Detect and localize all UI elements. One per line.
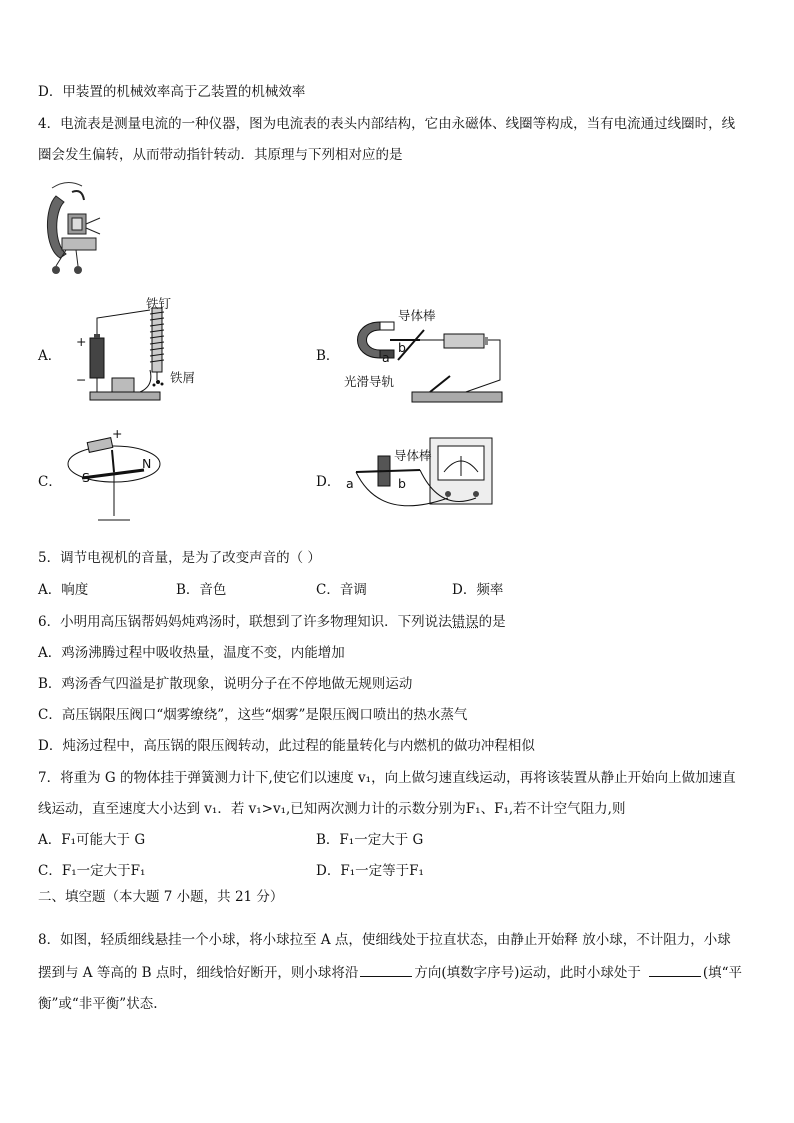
fig-c-plus-label: + <box>112 426 123 441</box>
q7-option-b: B．F₁一定大于 G <box>316 832 424 848</box>
fig-b-rod-label: 导体棒 <box>398 308 436 323</box>
fig-d-rod-label: 导体棒 <box>394 448 432 463</box>
q6-stem-emphasis: 错误 <box>451 614 479 630</box>
fig-d-b-label: b <box>398 476 406 491</box>
q5-option-a: A．响度 <box>38 582 89 598</box>
figure-a-electromagnet <box>70 296 260 405</box>
q7-option-a: A．F₁可能大于 G <box>38 832 146 848</box>
fig-b-rail-label: 光滑导轨 <box>344 374 395 389</box>
q6-stem-pre: 6．小明用高压锅帮妈妈炖鸡汤时，联想到了许多物理知识．下列说法 <box>38 614 452 630</box>
q4-stem-line2: 圈会发生偏转，从而带动指针转动．其原理与下列相对应的是 <box>38 147 403 163</box>
q8-line2-mid: 方向(填数字序号)运动，此时小球处于 <box>414 965 641 981</box>
fig-a-plus-label: + <box>76 334 87 349</box>
fig-a-filings-label: 铁屑 <box>170 370 196 385</box>
q5-stem: 5．调节电视机的音量，是为了改变声音的（ ） <box>38 550 321 566</box>
q5-option-b: B．音色 <box>176 582 227 598</box>
figure-c-rotating-magnet <box>64 428 164 528</box>
q4-stem-line1: 4．电流表是测量电流的一种仪器，图为电流表的表头内部结构，它由永磁体、线圈等构成，当有电流通过线圈时，线 <box>38 116 736 132</box>
q4-option-d-label: D． <box>316 474 341 490</box>
q6-stem <box>38 612 506 632</box>
q6-stem-post: 的是 <box>478 614 506 630</box>
q7-stem-line1: 7．将重为 G 的物体挂于弹簧测力计下,使它们以速度 v₁，向上做匀速直线运动，再将该装置从静止开始向上做加速直 <box>38 770 736 786</box>
q5-option-c: C．音调 <box>316 582 367 598</box>
q4-option-b-label: B． <box>316 348 340 364</box>
fig-b-b-label: b <box>398 340 406 355</box>
q6-option-d: D．炖汤过程中，高压锅的限压阀转动，此过程的能量转化与内燃机的做功冲程相似 <box>38 738 535 754</box>
fig-a-nail-label: 铁钉 <box>146 296 172 311</box>
figure-d-rod-galvanometer <box>340 432 500 524</box>
q5-option-d: D．频率 <box>452 582 504 598</box>
q4-option-a-label: A． <box>38 348 62 364</box>
q8-line2-pre: 摆到与 A 等高的 B 点时，细线恰好断开，则小球将沿 <box>38 965 359 981</box>
section-title: 二、填空题（本大题 7 小题，共 21 分） <box>38 889 284 905</box>
q4-option-c-label: C． <box>38 474 62 490</box>
galvanometer-structure-figure <box>42 178 112 278</box>
q8-line3: 衡”或“非平衡”状态. <box>38 996 158 1012</box>
q6-option-a: A．鸡汤沸腾过程中吸收热量，温度不变，内能增加 <box>38 645 345 661</box>
q6-option-c: C．高压锅限压阀口“烟雾缭绕”，这些“烟雾”是限压阀口喷出的热水蒸气 <box>38 707 468 723</box>
fig-d-a-label: a <box>346 476 354 491</box>
figure-b-rod-on-rails <box>340 310 520 410</box>
q6-option-b: B．鸡汤香气四溢是扩散现象，说明分子在不停地做无规则运动 <box>38 676 413 692</box>
q8-blank-1[interactable] <box>360 962 412 977</box>
q8-line2 <box>38 962 742 983</box>
fig-b-a-label: a <box>382 350 390 365</box>
q7-option-c: C．F₁一定大于F₁ <box>38 863 146 879</box>
fig-a-minus-label: − <box>76 372 87 387</box>
q3-option-d: D．甲装置的机械效率高于乙装置的机械效率 <box>38 84 306 100</box>
q8-line1: 8．如图，轻质细线悬挂一个小球，将小球拉至 A 点，使细线处于拉直状态，由静止开始释 放小球，不计阻力，小球 <box>38 932 731 948</box>
q8-line2-post: (填“平 <box>702 965 743 981</box>
q7-stem-line2: 线运动，直至速度大小达到 v₁．若 v₁>v₁,已知两次测力计的示数分别为F₁、F₁,若不计空气阻力,则 <box>38 801 626 817</box>
q8-blank-2[interactable] <box>649 962 701 977</box>
fig-c-s-label: S <box>82 470 90 485</box>
fig-c-n-label: N <box>142 456 152 471</box>
q7-option-d: D．F₁一定等于F₁ <box>316 863 424 879</box>
